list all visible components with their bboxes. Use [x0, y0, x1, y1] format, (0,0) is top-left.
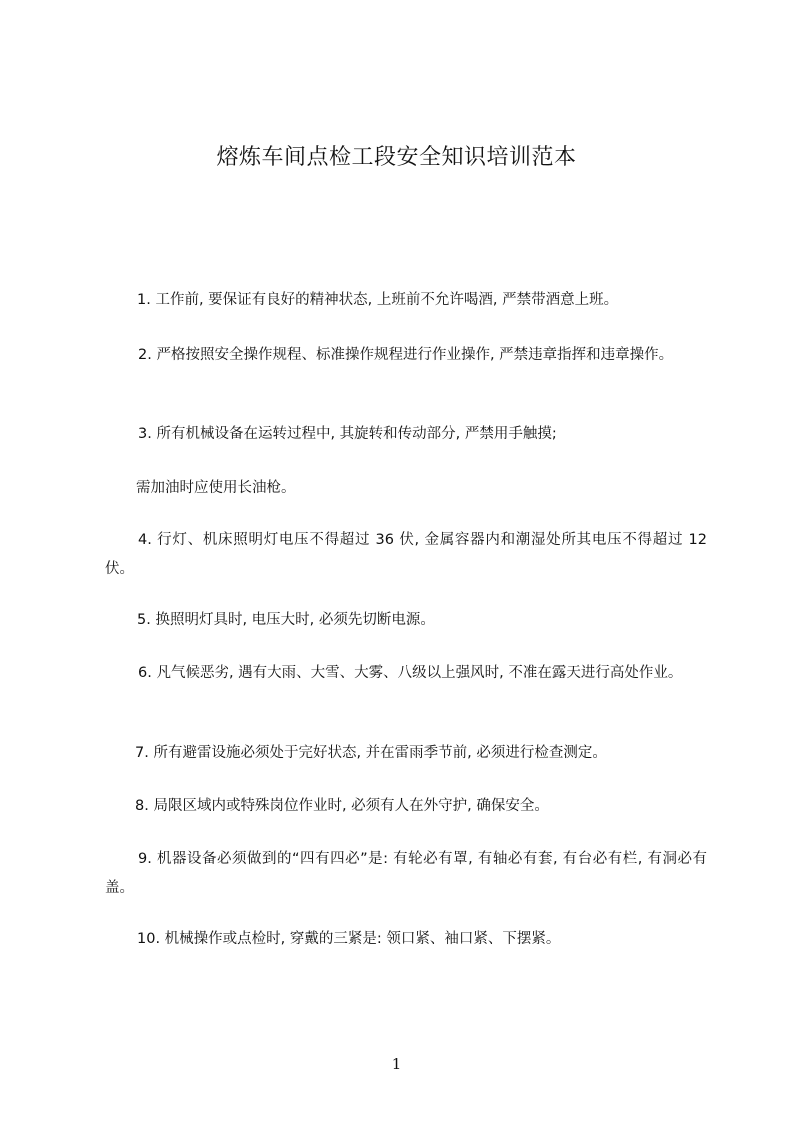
- paragraph-3-continued: 需加油时应使用长油枪。: [136, 480, 296, 496]
- document-title: 熔炼车间点检工段安全知识培训范本: [216, 145, 577, 170]
- paragraph-1: 1. 工作前, 要保证有良好的精神状态, 上班前不允许喝酒, 严禁带酒意上班。: [137, 292, 619, 308]
- paragraph-2: 2. 严格按照安全操作规程、标准操作规程进行作业操作, 严禁违章指挥和违章操作。: [138, 347, 674, 363]
- paragraph-6: 6. 凡气候恶劣, 遇有大雨、大雪、大雾、八级以上强风时, 不准在露天进行高处作业。: [138, 665, 683, 681]
- paragraph-5: 5. 换照明灯具时, 电压大时, 必须先切断电源。: [137, 612, 435, 628]
- paragraph-8: 8. 局限区域内或特殊岗位作业时, 必须有人在外守护, 确保安全。: [135, 798, 549, 814]
- paragraph-7: 7. 所有避雷设施必须处于完好状态, 并在雷雨季节前, 必须进行检查测定。: [135, 745, 607, 761]
- page-number: 1: [391, 1055, 402, 1073]
- paragraph-3: 3. 所有机械设备在运转过程中, 其旋转和传动部分, 严禁用手触摸;: [138, 426, 557, 442]
- paragraph-9: 9. 机器设备必须做到的“四有四必”是: 有轮必有罩, 有轴必有套, 有台必有栏, 有洞必有盖。: [105, 851, 707, 896]
- paragraph-4: 4. 行灯、机床照明灯电压不得超过 36 伏, 金属容器内和潮湿处所其电压不得超过 12 伏。: [105, 532, 707, 577]
- paragraph-10: 10. 机械操作或点检时, 穿戴的三紧是: 领口紧、袖口紧、下摆紧。: [137, 931, 561, 947]
